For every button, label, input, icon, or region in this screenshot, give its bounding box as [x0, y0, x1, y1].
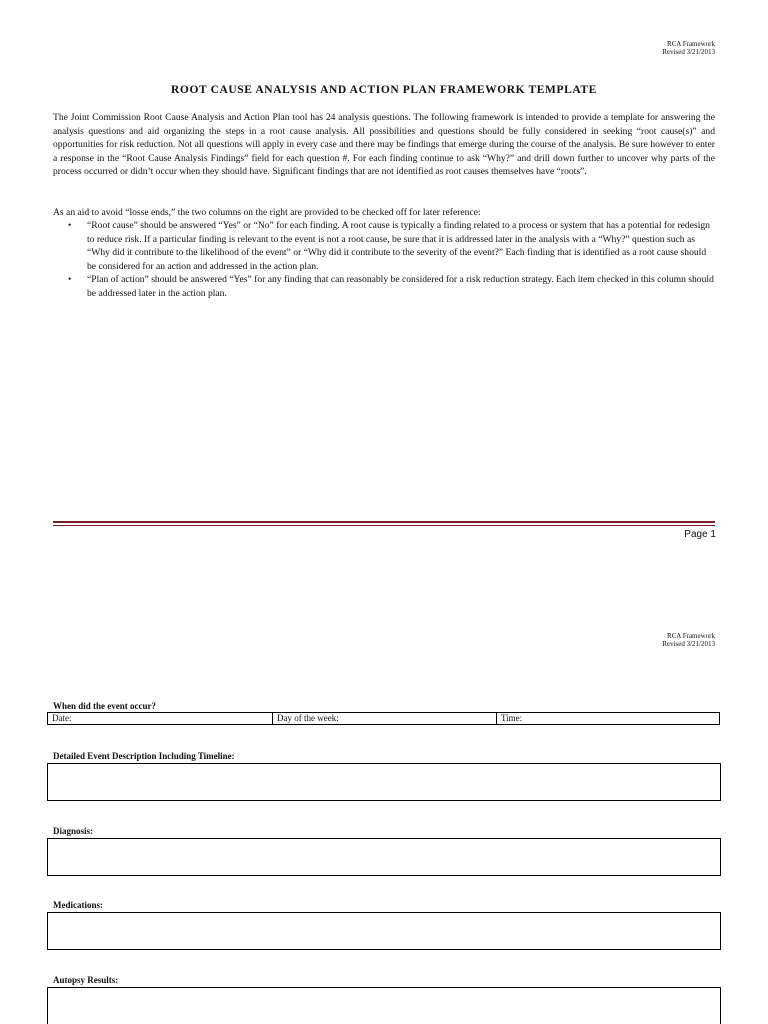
header-framework-name: RCA Framework: [666, 40, 715, 48]
event-description-field[interactable]: [47, 763, 721, 801]
bullet-text: “Root cause” should be answered “Yes” or “No” for each finding. A root cause is typically a finding related to a process or system that has a potential for redesign to reduce risk. If a particular finding is relevant to the event is not a root cause, be sure that it is addressed later in the analysis with a “Why?” question such as “Why did it contribute to the likelihood of the event” or “Why did it contribute to the severity of the event?” Each finding that is identified as a root cause should be considered for an action and addressed in the action plan.: [87, 220, 710, 272]
diagnosis-field[interactable]: [47, 838, 721, 876]
autopsy-results-label: Autopsy Results:: [53, 975, 119, 985]
header-framework-name: RCA Framework: [666, 632, 715, 640]
document-title: ROOT CAUSE ANALYSIS AND ACTION PLAN FRAMEWORK TEMPLATE: [171, 84, 597, 96]
bullet-list: [53, 219, 715, 301]
aid-paragraph: As an aid to avoid “losse ends,” the two columns on the right are provided to be checked off for later reference:: [53, 207, 481, 218]
footer-rule-thick: [53, 521, 715, 523]
medications-label: Medications:: [53, 900, 103, 910]
running-header: [662, 632, 715, 648]
running-header: [662, 40, 715, 56]
bullet-marker: •: [68, 220, 72, 231]
bullet-text: “Plan of action” should be answered “Yes” for any finding that can reasonably be considered for a risk reduction strategy. Each item checked in this column should be addressed later in the action plan.: [87, 274, 714, 299]
event-time-table: [47, 712, 720, 725]
medications-field[interactable]: [47, 912, 721, 950]
intro-paragraph: The Joint Commission Root Cause Analysis and Action Plan tool has 24 analysis questions. The following framework is intended to provide a template for answering the analysis questions and aid organizing the steps in a root cause analysis. All possibilities and questions should be fully considered in seeking “root cause(s)” and opportunities for risk reduction. Not all questions will apply in every case and there may be findings that emerge during the course of the analysis. Be sure however to enter a response in the “Root Cause Analysis Findings” field for each question #. For each finding continue to ask “Why?” and drill down further to uncover why parts of the process occurred or didn’t occur when they should have. Significant findings that are not identified as root causes themselves have “roots”.: [53, 112, 715, 178]
bullet-marker: •: [68, 274, 72, 286]
page-number: Page 1: [684, 529, 716, 540]
footer-rule-thin: [53, 525, 715, 526]
header-revision-date: Revised 3/21/2013: [662, 640, 715, 648]
event-description-label: Detailed Event Description Including Timeline:: [53, 751, 235, 761]
autopsy-results-field[interactable]: [47, 987, 721, 1024]
event-time-label: When did the event occur?: [53, 701, 156, 711]
header-revision-date: Revised 3/21/2013: [662, 48, 715, 56]
document-page-2: [0, 590, 768, 1024]
day-of-week-label: Day of the week:: [277, 713, 339, 723]
bullet-item-plan-of-action: [53, 273, 715, 300]
time-cell[interactable]: [497, 713, 719, 724]
date-label: Date:: [52, 713, 72, 723]
diagnosis-label: Diagnosis:: [53, 826, 94, 836]
day-of-week-cell[interactable]: [273, 713, 497, 724]
date-cell[interactable]: [48, 713, 273, 724]
bullet-item-root-cause: [53, 219, 715, 273]
time-label: Time:: [501, 713, 523, 723]
